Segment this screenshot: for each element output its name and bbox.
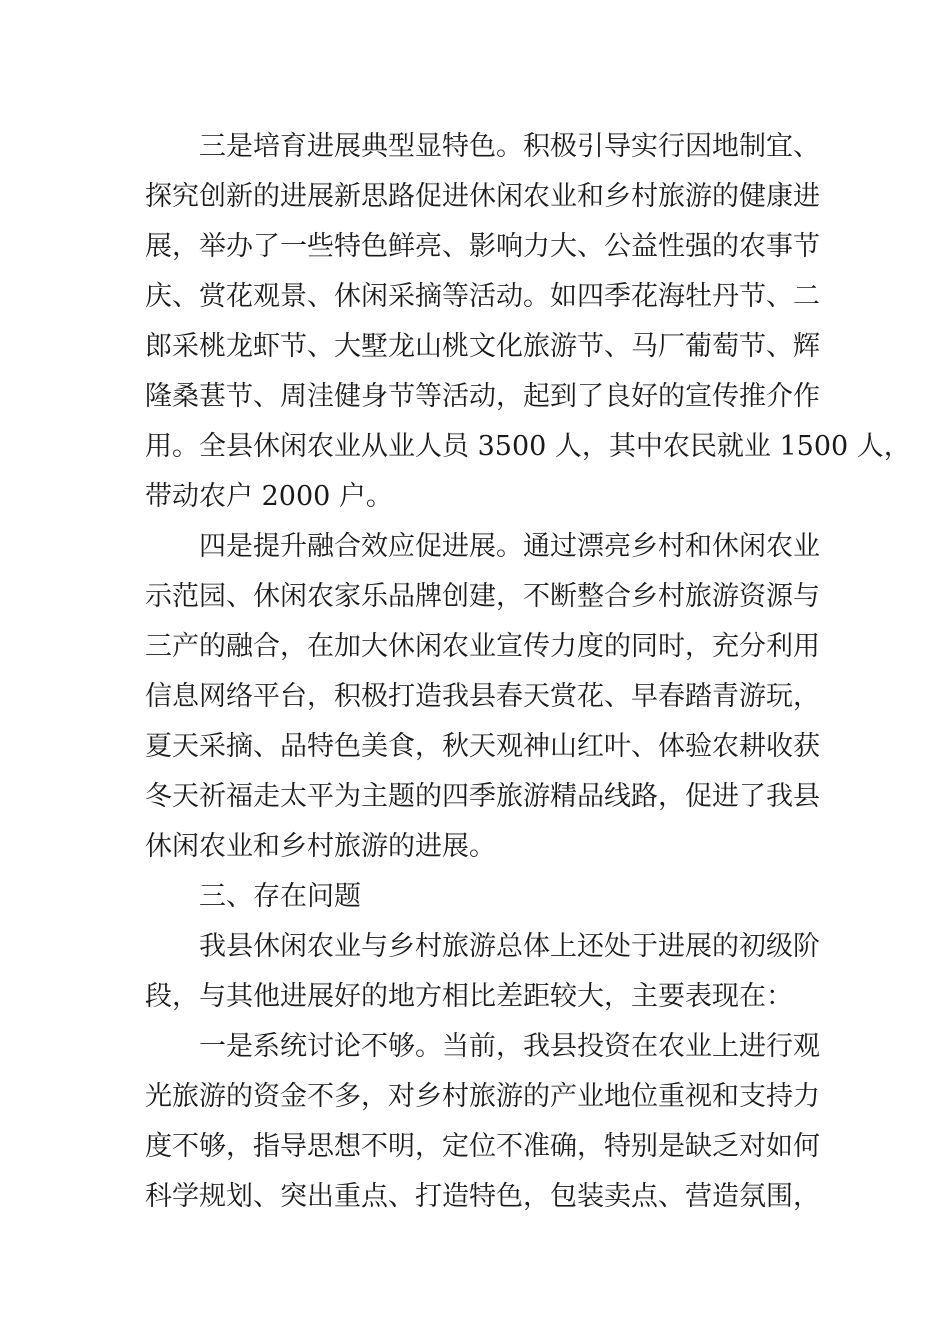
paragraph-line: 休闲农业和乡村旅游的进展。 — [145, 831, 496, 862]
paragraph-cultivating-typical-features — [145, 122, 911, 522]
paragraph-line: 探究创新的进展新思路促进休闲农业和乡村旅游的健康进 — [145, 181, 820, 212]
paragraph-line: 隆桑葚节、周洼健身节等活动，起到了良好的宣传推介作 — [145, 381, 820, 412]
paragraph-line: 度不够，指导思想不明，定位不准确，特别是缺乏对如何 — [145, 1131, 820, 1162]
paragraph-line: 我县休闲农业与乡村旅游总体上还处于进展的初级阶 — [199, 931, 820, 962]
section-heading-existing-problems — [145, 872, 815, 922]
paragraph-line: 光旅游的资金不多，对乡村旅游的产业地位重视和支持力 — [145, 1081, 820, 1112]
paragraph-line: 庆、赏花观景、休闲采摘等活动。如四季花海牡丹节、二 — [145, 281, 820, 312]
paragraph-line: 带动农户 2000 户。 — [145, 481, 393, 512]
paragraph-line: 段，与其他进展好的地方相比差距较大，主要表现在： — [145, 981, 793, 1012]
paragraph-line: 三产的融合，在加大休闲农业宣传力度的同时，充分利用 — [145, 631, 820, 662]
paragraph-insufficient-research — [145, 1022, 820, 1222]
paragraph-line: 信息网络平台，积极打造我县春天赏花、早春踏青游玩， — [145, 681, 820, 712]
paragraph-line: 四是提升融合效应促进展。通过漂亮乡村和休闲农业 — [199, 531, 820, 562]
paragraph-line: 用。全县休闲农业从业人员 3500 人，其中农民就业 1500 人， — [145, 431, 911, 462]
paragraph-line: 科学规划、突出重点、打造特色，包装卖点、营造氛围， — [145, 1181, 820, 1212]
paragraph-line: 夏天采摘、品特色美食，秋天观神山红叶、体验农耕收获 — [145, 731, 820, 762]
paragraph-line: 示范园、休闲农家乐品牌创建，不断整合乡村旅游资源与 — [145, 581, 820, 612]
paragraph-line: 郎采桃龙虾节、大墅龙山桃文化旅游节、马厂葡萄节、辉 — [145, 331, 820, 362]
paragraph-overall-status — [145, 922, 820, 1022]
paragraph-integration-effect — [145, 522, 820, 872]
document-body — [145, 122, 911, 1222]
section-heading: 三、存在问题 — [199, 881, 361, 912]
paragraph-line: 三是培育进展典型显特色。积极引导实行因地制宜、 — [199, 131, 820, 162]
paragraph-line: 展，举办了一些特色鲜亮、影响力大、公益性强的农事节 — [145, 231, 820, 262]
paragraph-line: 冬天祈福走太平为主题的四季旅游精品线路，促进了我县 — [145, 781, 820, 812]
paragraph-line: 一是系统讨论不够。当前，我县投资在农业上进行观 — [199, 1031, 820, 1062]
